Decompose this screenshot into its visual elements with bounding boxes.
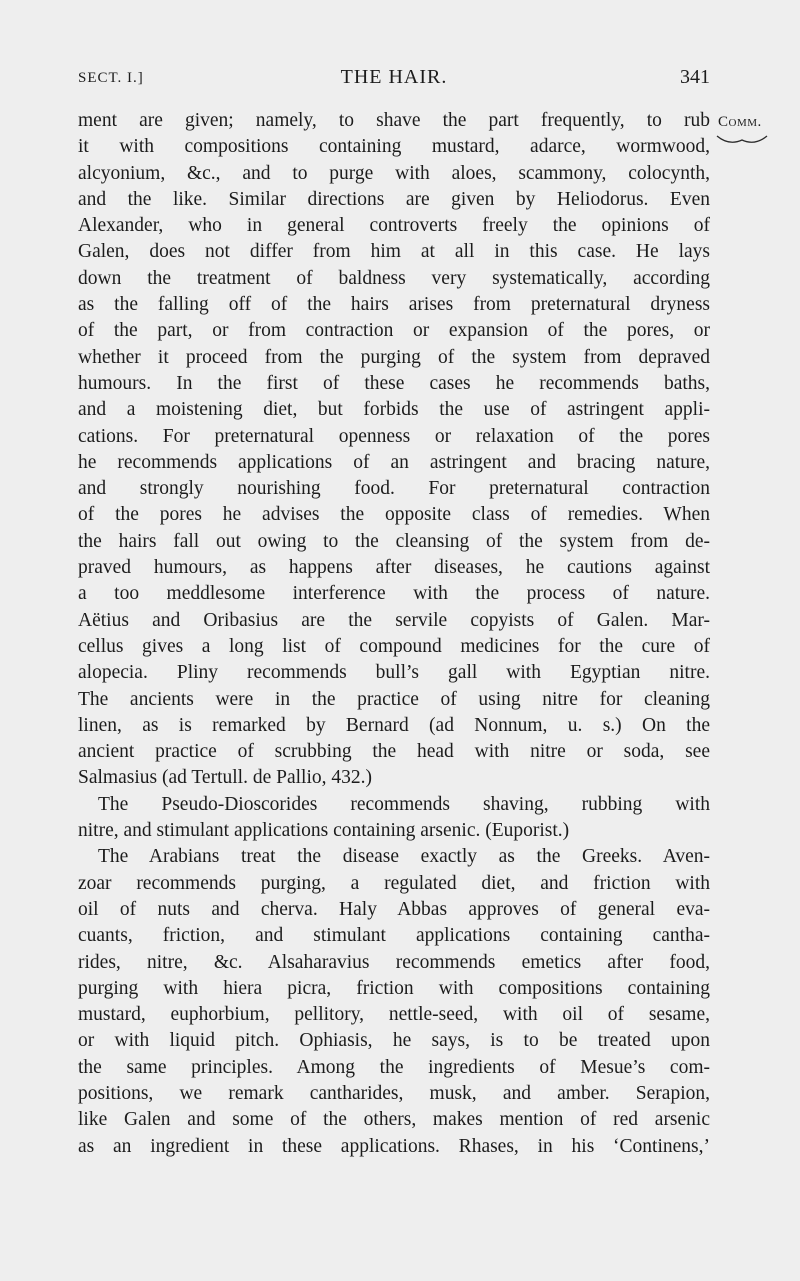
text-line: zoar recommends purging, a regulated diet, and friction with — [78, 872, 710, 894]
text-line: like Galen and some of the others, makes mention of red arsenic — [78, 1109, 710, 1131]
text-line: it with compositions containing mustard, adarce, wormwood, — [78, 136, 710, 158]
running-header — [78, 64, 710, 94]
text-line: and strongly nourishing food. For preternatural contraction — [78, 478, 710, 500]
text-line: of the pores he advises the opposite class of remedies. When — [78, 504, 710, 526]
text-line: alcyonium, &c., and to purge with aloes, scammony, colocynth, — [78, 162, 710, 184]
text-line: Aëtius and Oribasius are the servile copyists of Galen. Mar- — [78, 609, 710, 631]
text-line: or with liquid pitch. Ophiasis, he says, is to be treated upon — [78, 1030, 710, 1052]
text-line: nitre, and stimulant applications containing arsenic. (Euporist.) — [78, 820, 570, 842]
text-line: ancient practice of scrubbing the head with nitre or soda, see — [78, 741, 710, 763]
text-line: rides, nitre, &c. Alsaharavius recommends emetics after food, — [78, 951, 710, 973]
text-line: as the falling off of the hairs arises from preternatural dryness — [78, 294, 710, 316]
text-line: the same principles. Among the ingredients of Mesue’s com- — [78, 1056, 710, 1078]
text-line: praved humours, as happens after diseases, he cautions against — [78, 557, 710, 579]
text-line: alopecia. Pliny recommends bull’s gall with Egyptian nitre. — [78, 662, 710, 684]
text-line: of the part, or from contraction or expansion of the pores, or — [78, 320, 710, 342]
text-line: The Arabians treat the disease exactly as the Greeks. Aven- — [98, 846, 710, 868]
text-line: as an ingredient in these applications. Rhases, in his ‘Continens,’ — [78, 1135, 710, 1157]
running-title: THE HAIR. — [340, 66, 448, 88]
text-line: the hairs fall out owing to the cleansing of the system from de- — [78, 530, 710, 552]
text-line: humours. In the first of these cases he recommends baths, — [78, 372, 710, 394]
text-line: Galen, does not differ from him at all in this case. He lays — [78, 241, 710, 263]
text-line: The ancients were in the practice of using nitre for cleaning — [78, 688, 710, 710]
margin-brace-icon — [716, 134, 768, 148]
text-line: positions, we remark cantharides, musk, and amber. Serapion, — [78, 1082, 710, 1104]
text-line: down the treatment of baldness very systematically, according — [78, 267, 710, 289]
text-line: a too meddlesome interference with the process of nature. — [78, 583, 710, 605]
text-line: cations. For preternatural openness or relaxation of the pores — [78, 425, 710, 447]
text-line: ment are given; namely, to shave the part frequently, to rub — [78, 110, 710, 131]
page-number: 341 — [680, 66, 710, 88]
text-line: whether it proceed from the purging of the system from depraved — [78, 346, 710, 368]
text-line: and a moistening diet, but forbids the use of astringent appli- — [78, 399, 710, 421]
text-line: Alexander, who in general controverts freely the opinions of — [78, 215, 710, 237]
text-line: Salmasius (ad Tertull. de Pallio, 432.) — [78, 767, 372, 789]
text-line: oil of nuts and cherva. Haly Abbas approves of general eva- — [78, 898, 710, 920]
text-line: cellus gives a long list of compound medicines for the cure of — [78, 635, 710, 657]
section-marker: SECT. I.] — [78, 70, 144, 86]
text-line: purging with hiera picra, friction with compositions containing — [78, 977, 710, 999]
text-line: The Pseudo-Dioscorides recommends shaving, rubbing with — [98, 793, 710, 815]
text-line: and the like. Similar directions are given by Heliodorus. Even — [78, 188, 710, 210]
text-line: mustard, euphorbium, pellitory, nettle-seed, with oil of sesame, — [78, 1004, 710, 1026]
body-text — [78, 108, 710, 1160]
text-line: cuants, friction, and stimulant applications containing cantha- — [78, 925, 710, 947]
text-line: linen, as is remarked by Bernard (ad Nonnum, u. s.) On the — [78, 714, 710, 736]
margin-note: Comm. — [718, 114, 762, 130]
text-line: he recommends applications of an astringent and bracing nature, — [78, 451, 710, 473]
